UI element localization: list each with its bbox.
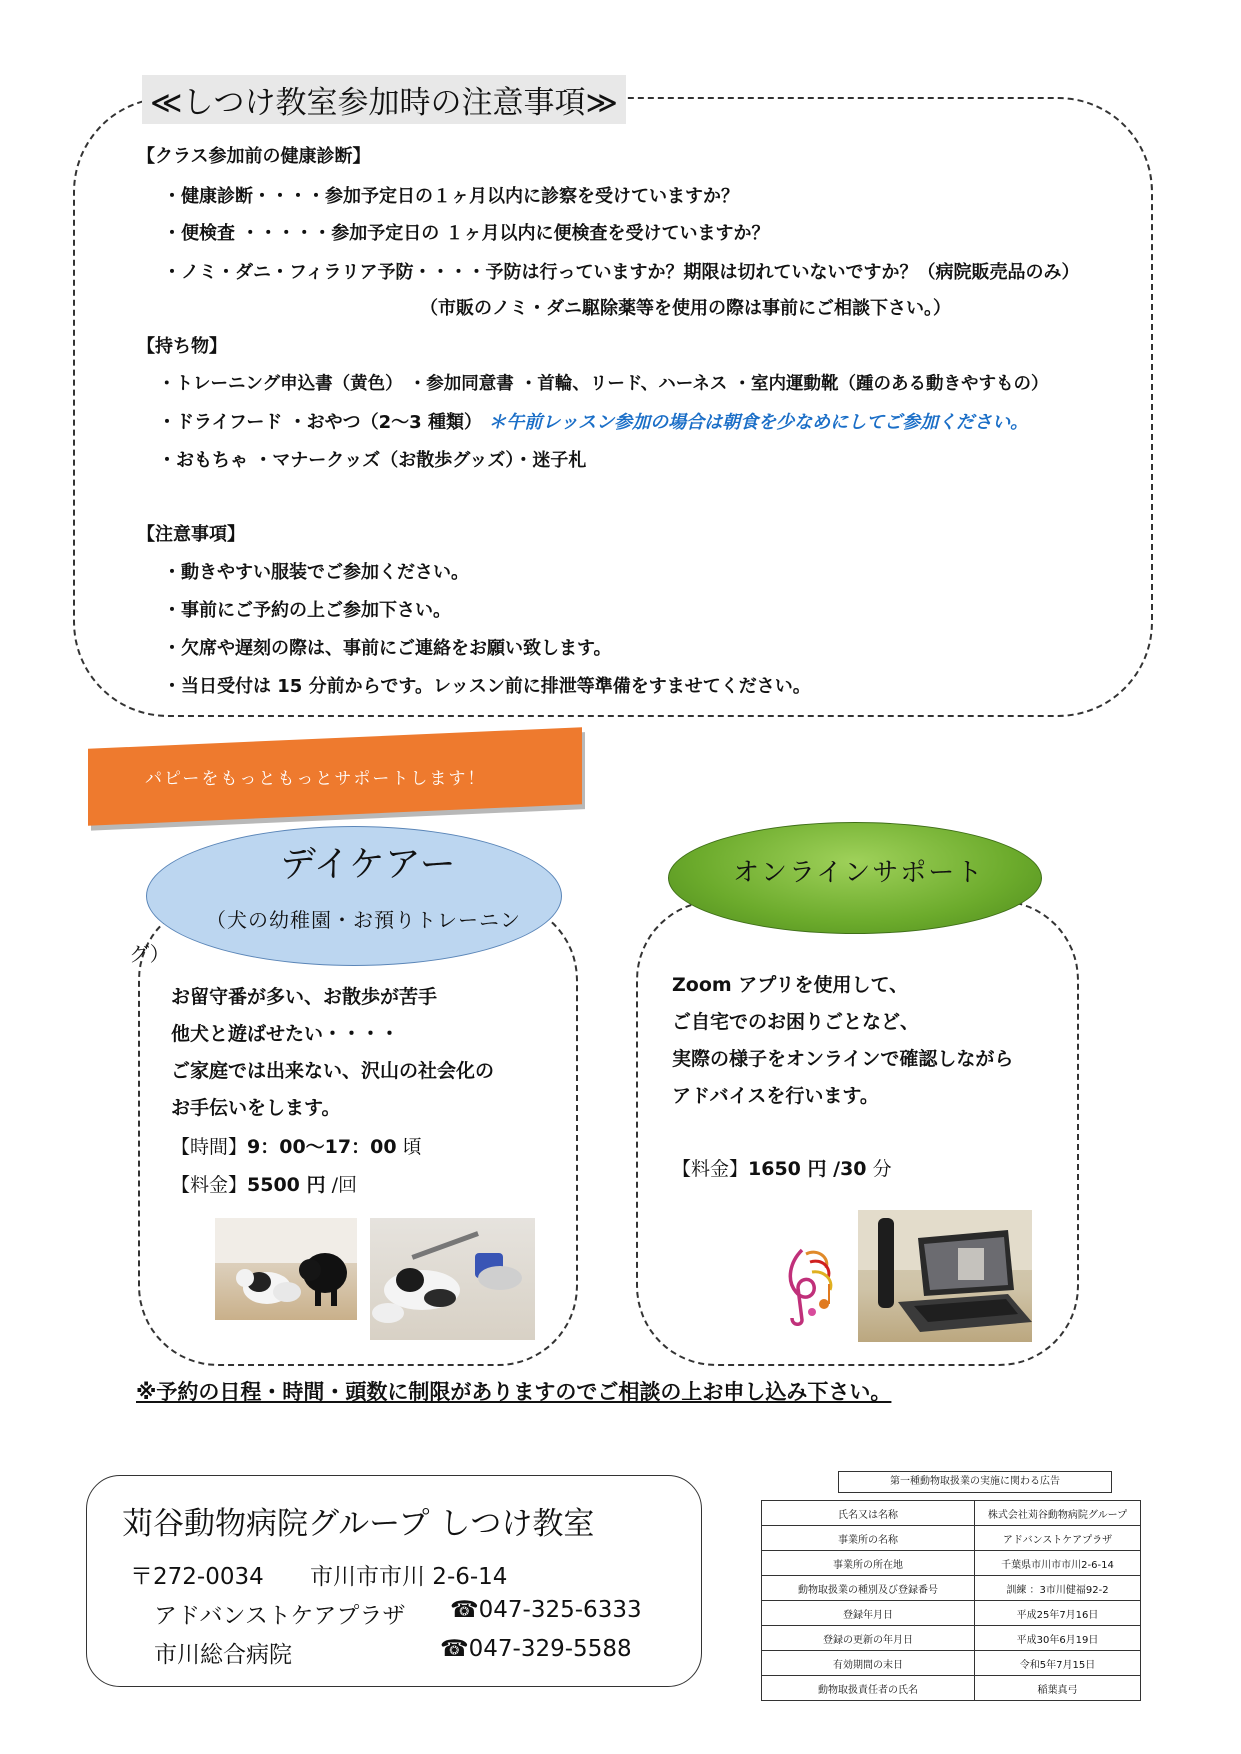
daycare-subtitle: （犬の幼稚園・お預りトレーニン	[206, 908, 521, 932]
phone-icon: ☎	[450, 1597, 479, 1623]
notice-title: ≪しつけ教室参加時の注意事項≫	[142, 75, 626, 124]
reg-label: 氏名又は名称	[762, 1501, 975, 1526]
music-note-icon-art	[772, 1240, 842, 1326]
clinic-branch-1: アドバンストケアプラザ	[154, 1603, 406, 1629]
daycare-line-2: 他犬と遊ばせたい・・・・	[171, 1023, 400, 1045]
reg-label: 事業所の名称	[762, 1526, 975, 1551]
reg-value: 訓練 ：3市川健福92-2	[975, 1576, 1141, 1601]
music-note-icon	[772, 1240, 842, 1326]
online-fee-label: 【料金】	[672, 1158, 749, 1180]
online-line-4: アドバイスを行います。	[672, 1085, 879, 1107]
health-heading: 【クラス参加前の健康診断】	[137, 146, 371, 167]
caution-item-3: ・欠席や遅刻の際は、事前にご連絡をお願い致します。	[163, 638, 612, 659]
health-item-4: （市販のノミ・ダニ駆除薬等を使用の際は事前にご相談下さい。）	[420, 298, 951, 319]
caution-item-4: ・当日受付は 15 分前からです。レッスン前に排泄等準備をすませてください。	[163, 676, 811, 697]
daycare-line-3: ご家庭では出来ない、沢山の社会化の	[171, 1060, 495, 1082]
items-heading: 【持ち物】	[137, 336, 227, 357]
daycare-fee	[171, 1170, 357, 1197]
table-row	[762, 1601, 1141, 1626]
daycare-photo-dogs-playing	[215, 1218, 357, 1320]
clinic-phone-1	[450, 1597, 642, 1623]
reg-label: 動物取扱責任者の氏名	[762, 1676, 975, 1701]
daycare-photo-dogs-playing-art	[215, 1218, 357, 1320]
online-photo-laptop-art	[858, 1210, 1032, 1342]
items-line-1: ・トレーニング申込書（黄色） ・参加同意書 ・首輪、リード、ハーネス ・室内運動靴（踵のある動きやすもの）	[158, 374, 1049, 394]
daycare-photo-dog-lying-art	[370, 1218, 535, 1340]
health-item-3: ・ノミ・ダニ・フィラリア予防・・・・予防は行っていますか？期限は切れていないですか？（病院販売品のみ）	[163, 262, 1080, 283]
online-line-2: ご自宅でのお困りごとなど、	[672, 1011, 920, 1033]
reg-value: 平成30年6月19日	[975, 1626, 1141, 1651]
online-line-3: 実際の様子をオンラインで確認しながら	[672, 1048, 1014, 1070]
daycare-line-1: お留守番が多い、お散歩が苦手	[171, 986, 438, 1008]
clinic-address: 市川市市川 2-6-14	[310, 1564, 508, 1590]
clinic-postal: 〒272-0034	[130, 1564, 264, 1590]
reg-value: アドバンストケアプラザ	[975, 1526, 1141, 1551]
daycare-time-label: 【時間】	[171, 1136, 248, 1158]
daycare-time-value: 9：00～17：00	[247, 1136, 397, 1158]
online-fee	[672, 1154, 892, 1181]
phone-icon: ☎	[440, 1636, 469, 1662]
online-title: オンラインサポート	[733, 858, 985, 888]
reg-value: 令和5年7月15日	[975, 1651, 1141, 1676]
clinic-name: 苅谷動物病院グループ しつけ教室	[122, 1506, 595, 1542]
daycare-time	[171, 1132, 422, 1159]
daycare-time-suffix: 頃	[402, 1136, 422, 1158]
daycare-photo-dog-lying	[370, 1218, 535, 1340]
clinic-branch-2: 市川総合病院	[154, 1642, 292, 1668]
daycare-fee-label: 【料金】	[171, 1174, 248, 1196]
support-banner-text: パピーをもっともっとサポートします！	[145, 769, 487, 789]
caution-item-1: ・動きやすい服装でご参加ください。	[163, 562, 469, 583]
reg-value: 千葉県市川市市川2-6-14	[975, 1551, 1141, 1576]
registration-caption: 第一種動物取扱業の実施に関わる広告	[838, 1471, 1112, 1493]
health-item-1: ・健康診断・・・・参加予定日の１ヶ月以内に診察を受けていますか？	[163, 186, 739, 207]
reg-value: 稲葉真弓	[975, 1676, 1141, 1701]
daycare-title: デイケアー	[280, 844, 456, 885]
reg-label: 動物取扱業の種別及び登録番号	[762, 1576, 975, 1601]
items-line-3: ・おもちゃ ・マナークッズ（お散歩グッズ）・迷子札	[158, 450, 587, 471]
table-row	[762, 1526, 1141, 1551]
items-line-2-note: ＊午前レッスン参加の場合は朝食を少なめにしてご参加ください。	[488, 412, 1029, 433]
reg-label: 登録年月日	[762, 1601, 975, 1626]
table-row	[762, 1551, 1141, 1576]
daycare-line-4: お手伝いをします。	[171, 1097, 341, 1119]
table-row	[762, 1651, 1141, 1676]
reg-label: 登録の更新の年月日	[762, 1626, 975, 1651]
reg-label: 事業所の所在地	[762, 1551, 975, 1576]
online-line-1: Zoom アプリを使用して、	[672, 974, 909, 996]
items-line-2-text: ・ドライフード ・おやつ（2～3 種類）	[158, 412, 482, 433]
items-line-2	[158, 408, 1028, 434]
clinic-phone-2	[440, 1636, 632, 1662]
table-row	[762, 1676, 1141, 1701]
daycare-subtitle-cont: グ）	[129, 942, 170, 966]
reg-label: 有効期間の末日	[762, 1651, 975, 1676]
reg-value: 株式会社苅谷動物病院グループ	[975, 1501, 1141, 1526]
table-row	[762, 1501, 1141, 1526]
online-fee-value: 1650 円 /30	[748, 1158, 867, 1180]
clinic-phone-1-number: 047-325-6333	[478, 1597, 642, 1623]
daycare-fee-value: 5500 円	[247, 1174, 326, 1196]
registration-table	[761, 1500, 1141, 1701]
table-row	[762, 1626, 1141, 1651]
caution-item-2: ・事前にご予約の上ご参加下さい。	[163, 600, 451, 621]
online-fee-suffix: 分	[872, 1158, 892, 1180]
online-photo-laptop	[858, 1210, 1032, 1342]
caution-heading: 【注意事項】	[137, 524, 245, 545]
reservation-note: ※予約の日程・時間・頭数に制限がありますのでご相談の上お申し込み下さい。	[136, 1380, 892, 1404]
reg-value: 平成25年7月16日	[975, 1601, 1141, 1626]
daycare-fee-suffix: /回	[331, 1174, 357, 1196]
table-row	[762, 1576, 1141, 1601]
clinic-phone-2-number: 047-329-5588	[468, 1636, 632, 1662]
health-item-2: ・便検査 ・・・・・参加予定日の １ヶ月以内に便検査を受けていますか？	[163, 223, 770, 244]
